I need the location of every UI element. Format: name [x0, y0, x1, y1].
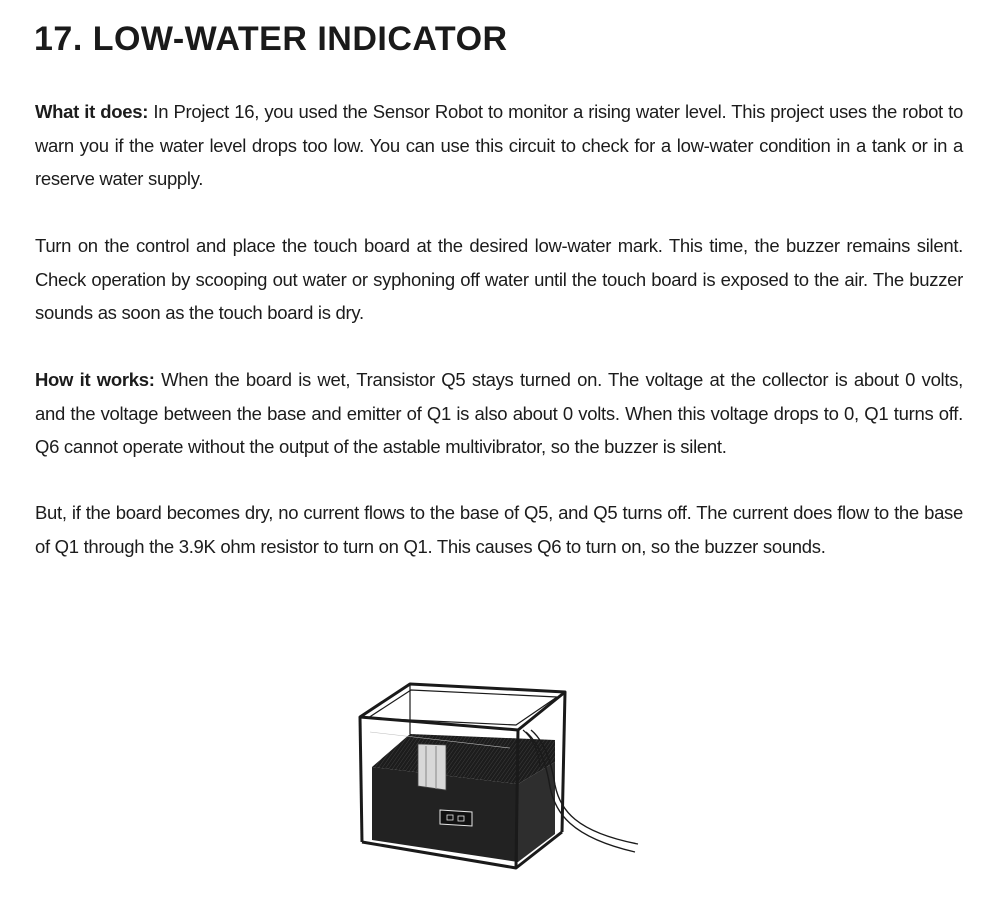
paragraph-what-it-does [35, 95, 963, 196]
paragraph-body: When the board is wet, Transistor Q5 stays turned on. The voltage at the collector is about 0 volts, and the voltage between the base and emitter of Q1 is also about 0 volts. When this voltage drops to 0, Q1 turns off. Q6 cannot operate without the output of the astable multivibrator, so the buzzer is silent. [35, 369, 963, 457]
paragraph-lead: How it works: [35, 369, 155, 390]
tank-edge [360, 717, 362, 842]
touch-board-icon [440, 810, 472, 826]
paragraph-operation [35, 229, 963, 330]
paragraph-how-it-works [35, 363, 963, 464]
tank-top-rim [360, 684, 565, 730]
water-tank-illustration [350, 672, 650, 872]
paragraph-lead: What it does: [35, 101, 149, 122]
page-title: 17. LOW-WATER INDICATOR [34, 20, 508, 58]
paragraph-dry-board [35, 496, 963, 563]
paragraph-body: But, if the board becomes dry, no current flows to the base of Q5, and Q5 turns off. The current does flow to the base of Q1 through the 3.9K ohm resistor to turn on Q1. This causes Q6 to turn on, so the buzzer sounds. [35, 502, 963, 557]
sensor-board-icon [418, 744, 446, 790]
paragraph-body: Turn on the control and place the touch board at the desired low-water mark. This time, the buzzer remains silent. Check operation by scooping out water or syphoning off water until the touch board is exposed to the air. The buzzer sounds as soon as the touch board is dry. [35, 235, 963, 323]
paragraph-body: In Project 16, you used the Sensor Robot to monitor a rising water level. This project uses the robot to warn you if the water level drops too low. You can use this circuit to check for a low-water condition in a tank or in a reserve water supply. [35, 101, 964, 189]
